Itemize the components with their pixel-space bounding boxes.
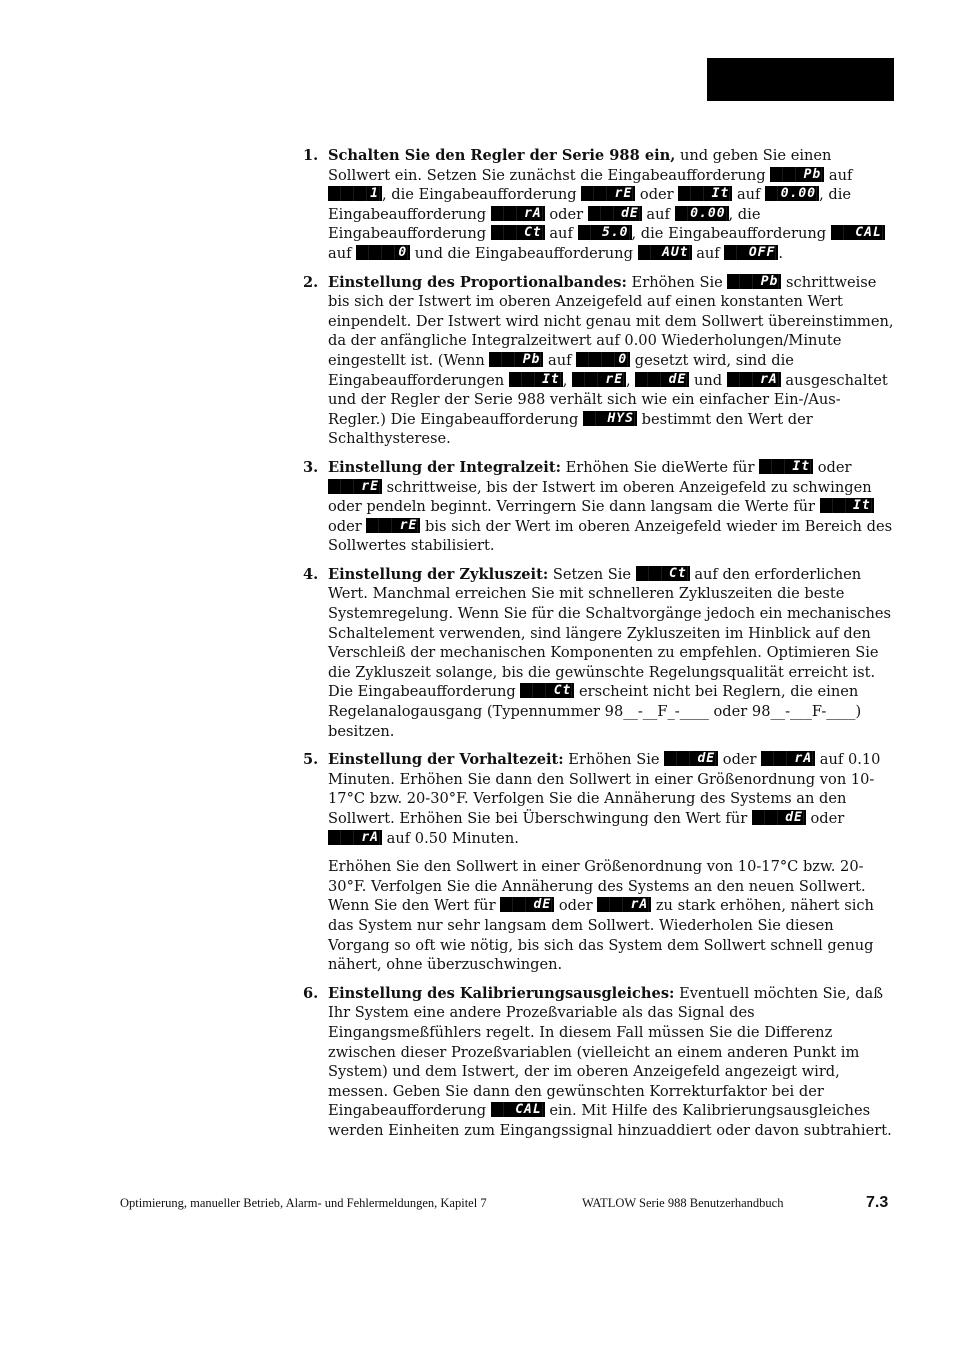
lcd-display-icon — [759, 459, 813, 474]
lcd-display-icon — [597, 897, 651, 912]
lcd-code: HYS — [607, 410, 634, 426]
lcd-display-icon — [328, 830, 382, 845]
paragraph: Schalten Sie den Regler der Serie 988 ein, und geben Sie einen Sollwert ein. Setzen Sie zunächst die Eingabeaufforderung Pb auf 1 , die Eingabeaufforderung rE oder It auf 0.00 , die Eingabeaufforderung rA oder dE auf 0.00 , die Eingabeaufforderung Ct auf 5.0 , die Eingabeaufforderung CAL auf 0 und die Eingabeaufforderung AUt auf OFF . — [328, 146, 895, 264]
lcd-code: It — [792, 458, 811, 474]
lcd-display-icon — [366, 518, 420, 533]
lcd-code: Pb — [522, 351, 541, 367]
lcd-display-icon — [328, 186, 382, 201]
lcd-display-icon — [489, 352, 543, 367]
list-item-body — [328, 458, 895, 556]
lcd-code: OFF — [748, 244, 776, 260]
list-item-number: 4. — [303, 565, 319, 583]
lcd-display-icon — [664, 751, 718, 766]
lcd-code: CAL — [855, 225, 882, 241]
lcd-code: 0.00 — [780, 186, 817, 202]
list-item-body — [328, 565, 895, 741]
lcd-code: 0.00 — [690, 205, 726, 221]
lcd-display-icon — [678, 186, 732, 201]
lcd-display-icon — [583, 411, 637, 426]
lcd-display-icon — [635, 372, 689, 387]
list-item-number: 2. — [303, 273, 319, 291]
lcd-display-icon — [500, 897, 554, 912]
lcd-display-icon — [752, 810, 806, 825]
lcd-code: rA — [361, 829, 379, 845]
list-item-number: 1. — [303, 147, 319, 164]
lcd-code: Ct — [669, 565, 687, 581]
step-title: Einstellung der Integralzeit: — [328, 458, 561, 476]
lcd-code: AUt — [662, 244, 689, 260]
lcd-display-icon — [675, 206, 729, 221]
lcd-code: rA — [760, 371, 778, 387]
lcd-code: rE — [614, 186, 633, 202]
lcd-code: It — [711, 186, 730, 202]
lcd-code: It — [853, 498, 871, 514]
lcd-display-icon — [328, 479, 382, 494]
list-item — [303, 750, 895, 975]
lcd-display-icon — [765, 186, 819, 201]
list-item-number: 3. — [303, 458, 319, 476]
lcd-display-icon — [491, 206, 545, 221]
paragraph: Einstellung der Vorhaltezeit: Erhöhen Sie dE oder rA auf 0.10 Minuten. Erhöhen Sie dann den Sollwert in einer Größenordnung von 10-17°C bzw. 20-30°F. Verfolgen Sie die Annäherung des Systems an den Sollwert. Erhöhen Sie bei Überschwingung den Wert für dE oder rA auf 0.50 Minuten. — [328, 751, 881, 847]
lcd-display-icon — [761, 751, 815, 766]
lcd-code: 1 — [370, 186, 379, 202]
lcd-display-icon — [581, 186, 635, 201]
step-title: Schalten Sie den Regler der Serie 988 ein, — [328, 147, 676, 164]
lcd-code: rE — [605, 371, 624, 387]
list-item — [303, 565, 895, 741]
page-number: 7.3 — [866, 1194, 889, 1211]
lcd-display-icon — [576, 352, 630, 367]
list-item — [303, 458, 895, 556]
lcd-code: rA — [524, 205, 542, 221]
paragraph: Einstellung der Zykluszeit: Setzen Sie Ct auf den erforderlichen Wert. Manchmal erreichen Sie mit schnelleren Zykluszeiten die beste Systemregelung. Wenn Sie für die Schaltvorgänge jedoch ein mechanisches Schaltelement verwenden, sind längere Zykluszeiten im Hinblick auf den Verschleiß der mechanischen Komponenten zu empfehlen. Optimieren Sie die Zykluszeit solange, bis die gewünschte Regelungsqualität erreicht ist. Die Eingabeaufforderung Ct erscheint nicht bei Reglern, die einen Regelanalogausgang (Typennummer 98__-__F_-____ oder 98__-___F-____) besitzen. — [328, 565, 891, 740]
lcd-code: Pb — [803, 166, 822, 182]
lcd-display-icon — [770, 167, 824, 182]
lcd-code: CAL — [515, 1102, 542, 1118]
lcd-display-icon — [491, 1102, 545, 1117]
footer-chapter: Optimierung, manueller Betrieb, Alarm- und Fehlermeldungen, Kapitel 7 — [120, 1196, 487, 1210]
list-item — [303, 146, 895, 264]
lcd-display-icon — [727, 274, 781, 289]
lcd-code: dE — [533, 897, 552, 913]
lcd-display-icon — [356, 245, 410, 260]
lcd-display-icon — [820, 498, 874, 513]
lcd-code: rE — [361, 478, 379, 494]
lcd-code: 5.0 — [602, 225, 629, 241]
step-title: Einstellung der Zykluszeit: — [328, 565, 549, 583]
list-item — [303, 984, 895, 1141]
footer-manual-title: WATLOW Serie 988 Benutzerhandbuch — [582, 1196, 784, 1210]
lcd-display-icon — [727, 372, 781, 387]
lcd-code: dE — [668, 371, 687, 387]
list-item — [303, 273, 895, 449]
lcd-display-icon — [588, 206, 642, 221]
lcd-code: 0 — [618, 351, 628, 367]
lcd-code: rE — [399, 517, 418, 533]
lcd-display-icon — [491, 225, 545, 240]
lcd-code: dE — [621, 205, 639, 221]
lcd-display-icon — [638, 245, 692, 260]
lcd-display-icon — [509, 372, 563, 387]
lcd-display-icon — [831, 225, 885, 240]
chapter-tab-bar — [707, 58, 894, 101]
lcd-code: Ct — [553, 683, 572, 699]
instruction-list — [303, 146, 895, 1150]
lcd-code: Ct — [524, 225, 542, 241]
step-title: Einstellung der Vorhaltezeit: — [328, 751, 564, 769]
list-item-number: 5. — [303, 751, 319, 769]
list-item-number: 6. — [303, 984, 319, 1002]
lcd-display-icon — [572, 372, 626, 387]
list-item-body — [328, 750, 895, 975]
lcd-code: rA — [630, 897, 649, 913]
paragraph: Einstellung des Kalibrierungsausgleiches: Eventuell möchten Sie, daß Ihr System eine andere Prozeßvariable als das Signal des Eingangsmeßfühlers regelt. In diesem Fall müssen Sie die Differenz zwischen dieser Prozeßvariablen (vielleicht an einem anderen Punkt im System) und dem Istwert, der im oberen Anzeigefeld angezeigt wird, messen. Geben Sie dann den gewünschten Korrekturfaktor bei der Eingabeaufforderung CAL ein. Mit Hilfe des Kalibrierungsausgleiches werden Einheiten zum Eingangssignal hinzuaddiert oder davon subtrahiert. — [328, 984, 892, 1139]
paragraph: Erhöhen Sie den Sollwert in einer Größenordnung von 10-17°C bzw. 20-30°F. Verfolgen Sie die Annäherung des Systems an den neuen Sollwert. Wenn Sie den Wert für dE oder rA zu stark erhöhen, nähert sich das System nur sehr langsam dem Sollwert. Wiederholen Sie diesen Vorgang so oft wie nötig, bis sich das System dem Sollwert schnell genug nähert, ohne überzuschwingen. — [328, 858, 874, 974]
lcd-display-icon — [578, 225, 632, 240]
lcd-display-icon — [636, 566, 690, 581]
step-title: Einstellung des Proportionalbandes: — [328, 273, 627, 291]
lcd-code: dE — [697, 751, 716, 767]
lcd-display-icon — [724, 245, 778, 260]
list-item-body — [328, 146, 895, 264]
lcd-code: rA — [794, 751, 813, 767]
list-item-body — [328, 984, 895, 1141]
paragraph: Einstellung des Proportionalbandes: Erhöhen Sie Pb schrittweise bis sich der Istwert im oberen Anzeigefeld auf einen konstanten Wert einpendelt. Der Istwert wird nicht genau mit dem Sollwert übereinstimmen, da der anfängliche Integralzeitwert auf 0.00 Wiederholungen/Minute eingestellt ist. (Wenn Pb auf 0 gesetzt wird, sind die Eingabeaufforderungen It , rE , dE und rA ausgeschaltet und der Regler der Serie 988 verhält sich wie ein einfacher Ein-/Aus-Regler.) Die Eingabeaufforderung HYS bestimmt den Wert der Schalthysterese. — [328, 273, 894, 448]
lcd-code: It — [542, 371, 560, 387]
lcd-display-icon — [520, 683, 574, 698]
list-item-body — [328, 273, 895, 449]
lcd-code: 0 — [398, 244, 408, 260]
step-title: Einstellung des Kalibrierungsausgleiches: — [328, 984, 675, 1002]
lcd-code: dE — [785, 810, 803, 825]
paragraph: Einstellung der Integralzeit: Erhöhen Sie dieWerte für It oder rE schrittweise, bis der Istwert im oberen Anzeigefeld zu schwingen oder pendeln beginnt. Verringern Sie dann langsam die Werte für It oder rE bis sich der Wert im oberen Anzeigefeld wieder im Bereich des Sollwertes stabilisiert. — [328, 458, 893, 555]
lcd-code: Pb — [760, 273, 779, 289]
